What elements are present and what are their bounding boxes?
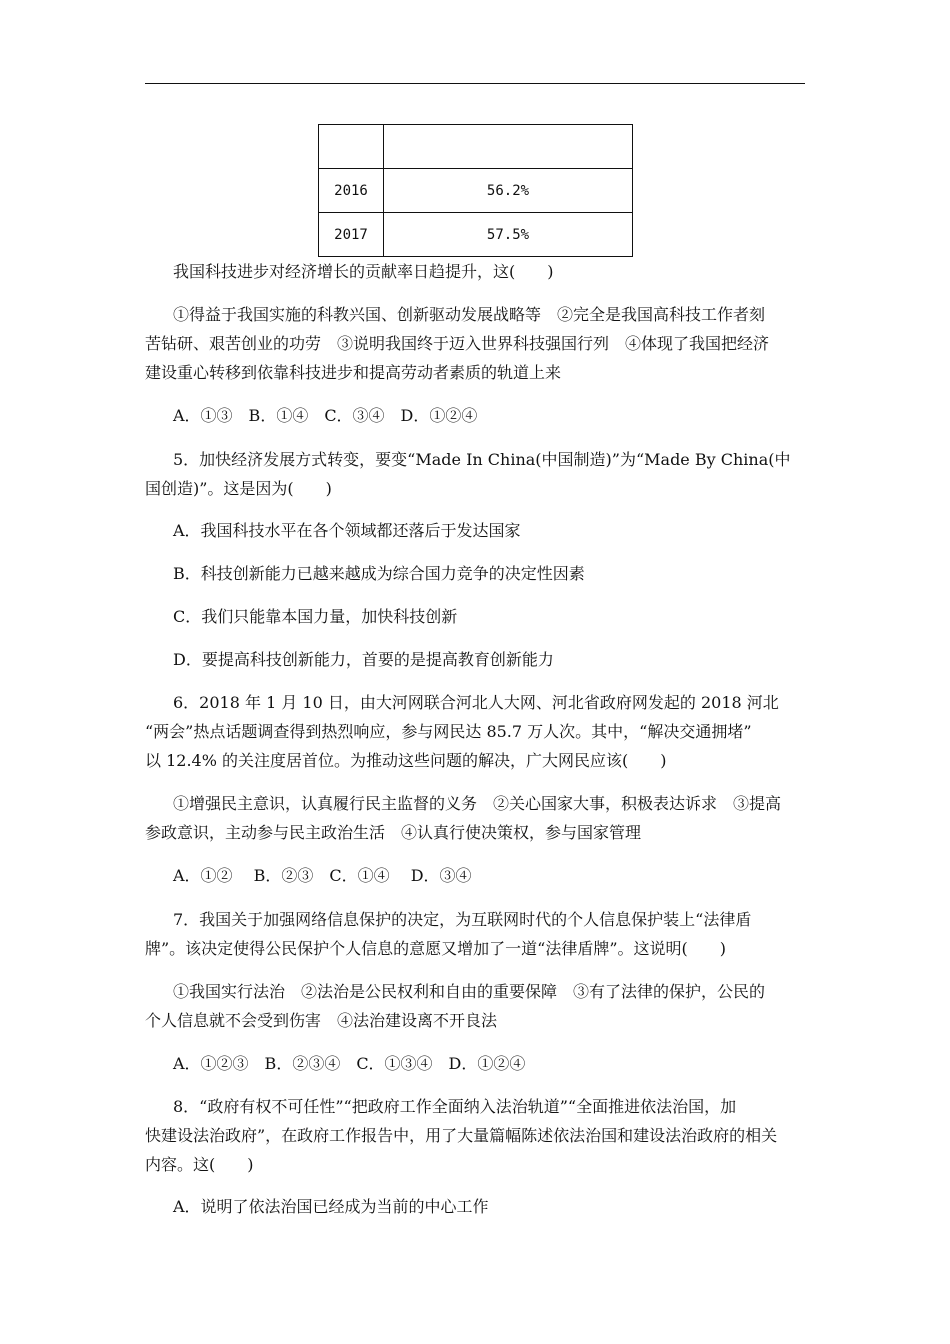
table-header-row	[319, 125, 633, 169]
q8-stem	[145, 1092, 810, 1179]
q7-statement-line: 个人信息就不会受到伤害 ④法治建设离不开良法	[145, 1011, 498, 1030]
q8-stem-line: 8．“政府有权不可任性”“把政府工作全面纳入法治轨道”“全面推进依法治国，加	[173, 1097, 737, 1116]
q5-stem	[145, 445, 810, 503]
q5-stem-line: 国创造)”。这是因为( )	[145, 479, 332, 498]
q7-stem-line: 7．我国关于加强网络信息保护的决定，为互联网时代的个人信息保护装上“法律盾	[173, 910, 752, 929]
q5-option-d: D．要提高科技创新能力，首要的是提高教育创新能力	[173, 650, 554, 669]
table-row	[319, 213, 633, 257]
q4-statement-line: ①得益于我国实施的科教兴国、创新驱动发展战略等 ②完全是我国高科技工作者刻	[173, 305, 766, 324]
q6-options: A．①② B．②③ C．①④ D．③④	[173, 866, 472, 885]
q4-statements	[145, 300, 810, 387]
q7-statement-line: ①我国实行法治 ②法治是公民权利和自由的重要保障 ③有了法律的保护，公民的	[173, 982, 766, 1001]
q5-stem-line: 5．加快经济发展方式转变，要变“Made In China(中国制造)”为“Made By China(中	[173, 450, 791, 469]
q5-option-b: B．科技创新能力已越来越成为综合国力竞争的决定性因素	[173, 564, 585, 583]
table-value-cell: 56.2%	[384, 169, 633, 213]
q4-statement-line: 建设重心转移到依靠科技进步和提高劳动者素质的轨道上来	[145, 363, 562, 382]
table-row	[319, 169, 633, 213]
table-year-cell: 2016	[319, 169, 384, 213]
q8-stem-line: 内容。这( )	[145, 1155, 254, 1174]
table-value-cell: 57.5%	[384, 213, 633, 257]
data-table	[318, 124, 633, 257]
q5-option-c: C．我们只能靠本国力量，加快科技创新	[173, 607, 458, 626]
q6-statement-line: 参政意识，主动参与民主政治生活 ④认真行使决策权，参与国家管理	[145, 823, 642, 842]
table-header-cell	[319, 125, 384, 169]
table-year-cell: 2017	[319, 213, 384, 257]
table-header-cell	[384, 125, 633, 169]
q6-statements	[145, 789, 810, 847]
q7-statements	[145, 977, 810, 1035]
q6-stem-line: “两会”热点话题调查得到热烈响应，参与网民达 85.7 万人次。其中，“解决交通拥堵”	[145, 722, 752, 741]
q7-options: A．①②③ B．②③④ C．①③④ D．①②④	[173, 1054, 526, 1073]
q4-statement-line: 苦钻研、艰苦创业的功劳 ③说明我国终于迈入世界科技强国行列 ④体现了我国把经济	[145, 334, 770, 353]
q6-stem	[145, 688, 810, 775]
q6-stem-line: 以 12.4% 的关注度居首位。为推动这些问题的解决，广大网民应该( )	[145, 751, 667, 770]
q7-stem	[145, 905, 810, 963]
q7-stem-line: 牌”。该决定使得公民保护个人信息的意愿又增加了一道“法律盾牌”。这说明( )	[145, 939, 727, 958]
header-rule	[145, 83, 805, 84]
q6-statement-line: ①增强民主意识，认真履行民主监督的义务 ②关心国家大事，积极表达诉求 ③提高	[173, 794, 782, 813]
q4-stem: 我国科技进步对经济增长的贡献率日趋提升，这( )	[173, 262, 554, 281]
q8-stem-line: 快建设法治政府”，在政府工作报告中，用了大量篇幅陈述依法治国和建设法治政府的相关	[145, 1126, 778, 1145]
q8-option-a: A．说明了依法治国已经成为当前的中心工作	[173, 1197, 489, 1216]
q5-option-a: A．我国科技水平在各个领域都还落后于发达国家	[173, 521, 521, 540]
q4-options: A．①③ B．①④ C．③④ D．①②④	[173, 406, 478, 425]
q6-stem-line: 6．2018 年 1 月 10 日，由大河网联合河北人大网、河北省政府网发起的 2018 河北	[173, 693, 779, 712]
